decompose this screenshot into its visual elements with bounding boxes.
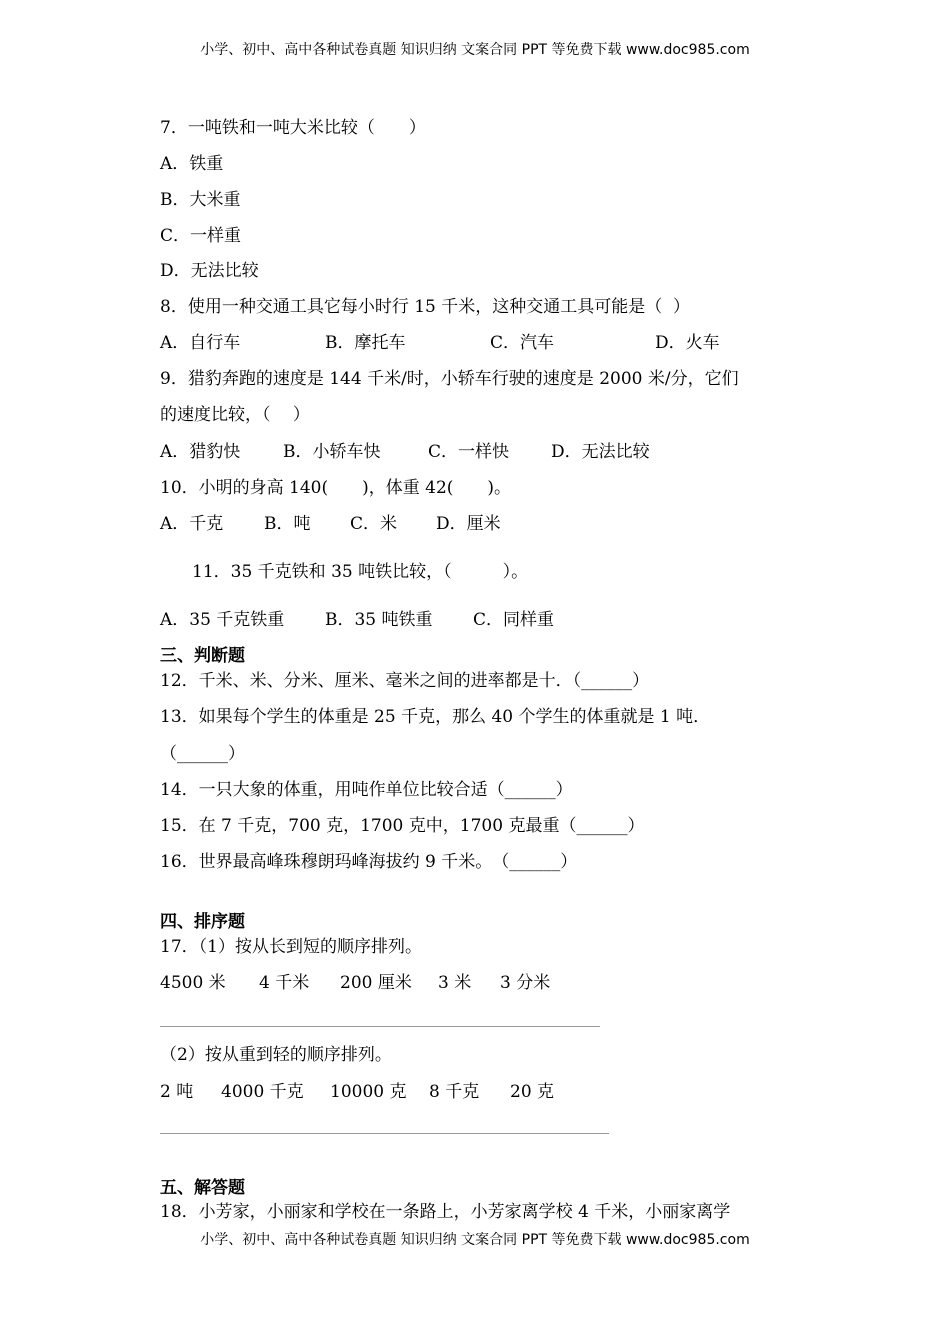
q13-answer-blank: （______） (160, 744, 245, 764)
page-footer: 小学、初中、高中各种试卷真题 知识归纳 文案合同 PPT 等免费下载 www.doc985.com (200, 1232, 750, 1248)
q17-part2-prompt: （2）按从重到轻的顺序排列。 (160, 1045, 392, 1065)
q10-option-c: C．米 (350, 514, 398, 534)
q17-part1-item: 4 千米 (259, 973, 310, 993)
q17-part1-answer-line (160, 1026, 600, 1027)
q17-part1-item: 4500 米 (160, 973, 226, 993)
q10-option-d: D．厘米 (436, 514, 501, 534)
q17-part1-item: 200 厘米 (340, 973, 412, 993)
q11-option-c: C．同样重 (473, 610, 555, 630)
q17-part1-prompt: 17．（1）按从长到短的顺序排列。 (160, 937, 422, 957)
q9-option-d: D．无法比较 (551, 442, 650, 462)
q10-option-b: B．吨 (264, 514, 311, 534)
q13-statement: 13．如果每个学生的体重是 25 千克，那么 40 个学生的体重就是 1 吨． (160, 707, 711, 727)
q17-part1-item: 3 米 (438, 973, 472, 993)
q9-option-b: B．小轿车快 (283, 442, 381, 462)
q10-stem: 10．小明的身高 140( )，体重 42( )。 (160, 478, 512, 498)
q12-statement: 12．千米、米、分米、厘米、毫米之间的进率都是十．（______） (160, 671, 650, 691)
section-answer-heading: 五、解答题 (160, 1178, 245, 1198)
q17-part2-answer-line (160, 1133, 609, 1134)
q18-stem: 18．小芳家，小丽家和学校在一条路上，小芳家离学校 4 千米，小丽家离学 (160, 1202, 731, 1222)
q8-stem: 8．使用一种交通工具它每小时行 15 千米，这种交通工具可能是（ ） (160, 297, 691, 317)
q17-part2-item: 8 千克 (429, 1082, 480, 1102)
q7-stem: 7．一吨铁和一吨大米比较（ ） (160, 118, 426, 138)
q9-stem-line2: 的速度比较，（ ） (160, 405, 310, 425)
q9-option-c: C．一样快 (428, 442, 510, 462)
q14-statement: 14．一只大象的体重，用吨作单位比较合适（______） (160, 780, 573, 800)
q7-option-b: B．大米重 (160, 190, 241, 210)
q17-part2-item: 2 吨 (160, 1082, 194, 1102)
q16-statement: 16．世界最高峰珠穆朗玛峰海拔约 9 千米。 （______） (160, 852, 578, 872)
section-judgment-heading: 三、判断题 (160, 646, 245, 666)
q11-stem: 11．35 千克铁和 35 吨铁比较，（ ）。 (192, 562, 529, 582)
q8-option-c: C．汽车 (490, 333, 555, 353)
q8-option-d: D．火车 (655, 333, 720, 353)
page-header: 小学、初中、高中各种试卷真题 知识归纳 文案合同 PPT 等免费下载 www.doc985.com (200, 42, 750, 58)
q11-option-a: A．35 千克铁重 (160, 610, 285, 630)
q17-part2-item: 20 克 (510, 1082, 555, 1102)
q9-option-a: A．猎豹快 (160, 442, 241, 462)
q15-statement: 15．在 7 千克，700 克，1700 克中，1700 克最重（______） (160, 816, 645, 836)
q8-option-a: A．自行车 (160, 333, 241, 353)
q17-part2-item: 4000 千克 (221, 1082, 304, 1102)
q7-option-c: C．一样重 (160, 226, 242, 246)
q8-option-b: B．摩托车 (325, 333, 406, 353)
q7-option-d: D．无法比较 (160, 261, 259, 281)
section-ordering-heading: 四、排序题 (160, 912, 245, 932)
q9-stem-line1: 9．猎豹奔跑的速度是 144 千米/时，小轿车行驶的速度是 2000 米/分，它们 (160, 369, 739, 389)
q10-option-a: A．千克 (160, 514, 224, 534)
q11-option-b: B．35 吨铁重 (325, 610, 433, 630)
q7-option-a: A．铁重 (160, 154, 224, 174)
q17-part2-item: 10000 克 (330, 1082, 407, 1102)
q17-part1-item: 3 分米 (500, 973, 551, 993)
